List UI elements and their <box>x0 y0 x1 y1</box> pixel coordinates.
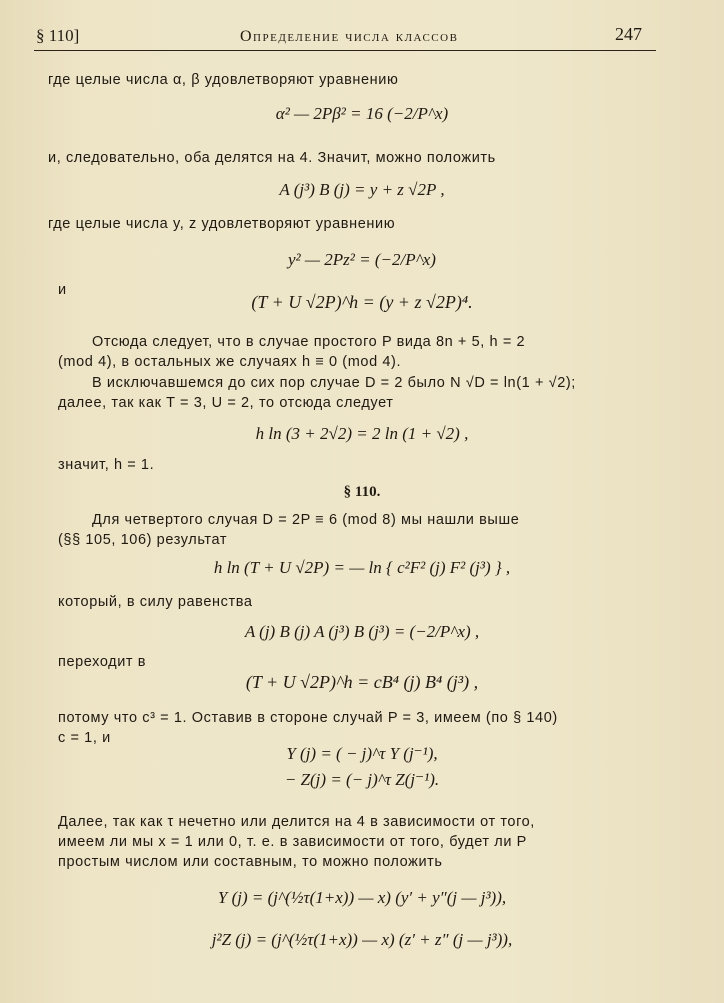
formula: − Z(j) = (− j)^τ Z(j⁻¹). <box>284 770 440 789</box>
text-line: далее, так как T = 3, U = 2, то отсюда следует <box>58 395 394 411</box>
text-line: имеем ли мы x = 1 или 0, т. е. в зависимости от того, будет ли P <box>58 834 527 850</box>
text-line: Для четвертого случая D = 2P ≡ 6 (mod 8) мы нашли выше <box>92 512 520 528</box>
header-rule <box>34 50 656 51</box>
formula: h ln (T + U √2P) = — ln { c²F² (j) F² (j³) } , <box>213 558 511 577</box>
formula: A (j) B (j) A (j³) B (j³) = (−2/P^x) , <box>244 622 480 641</box>
text-line: где целые числа α, β удовлетворяют уравнению <box>48 72 399 88</box>
formula: A (j³) B (j) = y + z √2P , <box>279 180 445 199</box>
text-line: значит, h = 1. <box>58 457 155 473</box>
formula: h ln (3 + 2√2) = 2 ln (1 + √2) , <box>255 424 469 443</box>
text-line: переходит в <box>58 654 147 670</box>
section-heading: § 110. <box>343 484 381 500</box>
text-line: c = 1, и <box>58 730 111 746</box>
page-number: 247 <box>615 24 642 44</box>
formula: α² — 2Pβ² = 16 (−2/P^x) <box>275 104 449 123</box>
text-line: Далее, так как τ нечетно или делится на 4 в зависимости от того, <box>58 814 535 830</box>
formula: Y (j) = (j^(½τ(1+x)) — x) (y′ + y″(j — j³)), <box>217 888 507 907</box>
text-line: простым числом или составным, то можно положить <box>58 854 443 870</box>
text-line: (mod 4), в остальных же случаях h ≡ 0 (mod 4). <box>58 354 402 370</box>
text-line: (§§ 105, 106) результат <box>58 532 228 548</box>
text-line: Отсюда следует, что в случае простого P вида 8n + 5, h = 2 <box>92 334 526 350</box>
formula: (T + U √2P)^h = (y + z √2P)⁴. <box>251 292 473 312</box>
text-line: который, в силу равенства <box>58 594 253 610</box>
formula: (T + U √2P)^h = cB⁴ (j) B⁴ (j³) , <box>245 672 479 692</box>
text-line: и, следовательно, оба делятся на 4. Значит, можно положить <box>48 150 496 166</box>
text-line: где целые числа y, z удовлетворяют уравнению <box>48 216 396 232</box>
header-title: Определение числа классов <box>240 28 459 45</box>
formula: Y (j) = ( − j)^τ Y (j⁻¹), <box>286 744 438 763</box>
formula: j²Z (j) = (j^(½τ(1+x)) — x) (z′ + z″ (j — j³)), <box>211 930 513 949</box>
text-line: В исключавшемся до сих пор случае D = 2 было N √D = ln(1 + √2); <box>92 375 576 391</box>
formula: y² — 2Pz² = (−2/P^x) <box>288 250 436 269</box>
text-line: потому что c³ = 1. Оставив в стороне случай P = 3, имеем (по § 140) <box>58 710 558 726</box>
header-section: § 110] <box>36 26 80 45</box>
text-line: и <box>58 282 67 298</box>
